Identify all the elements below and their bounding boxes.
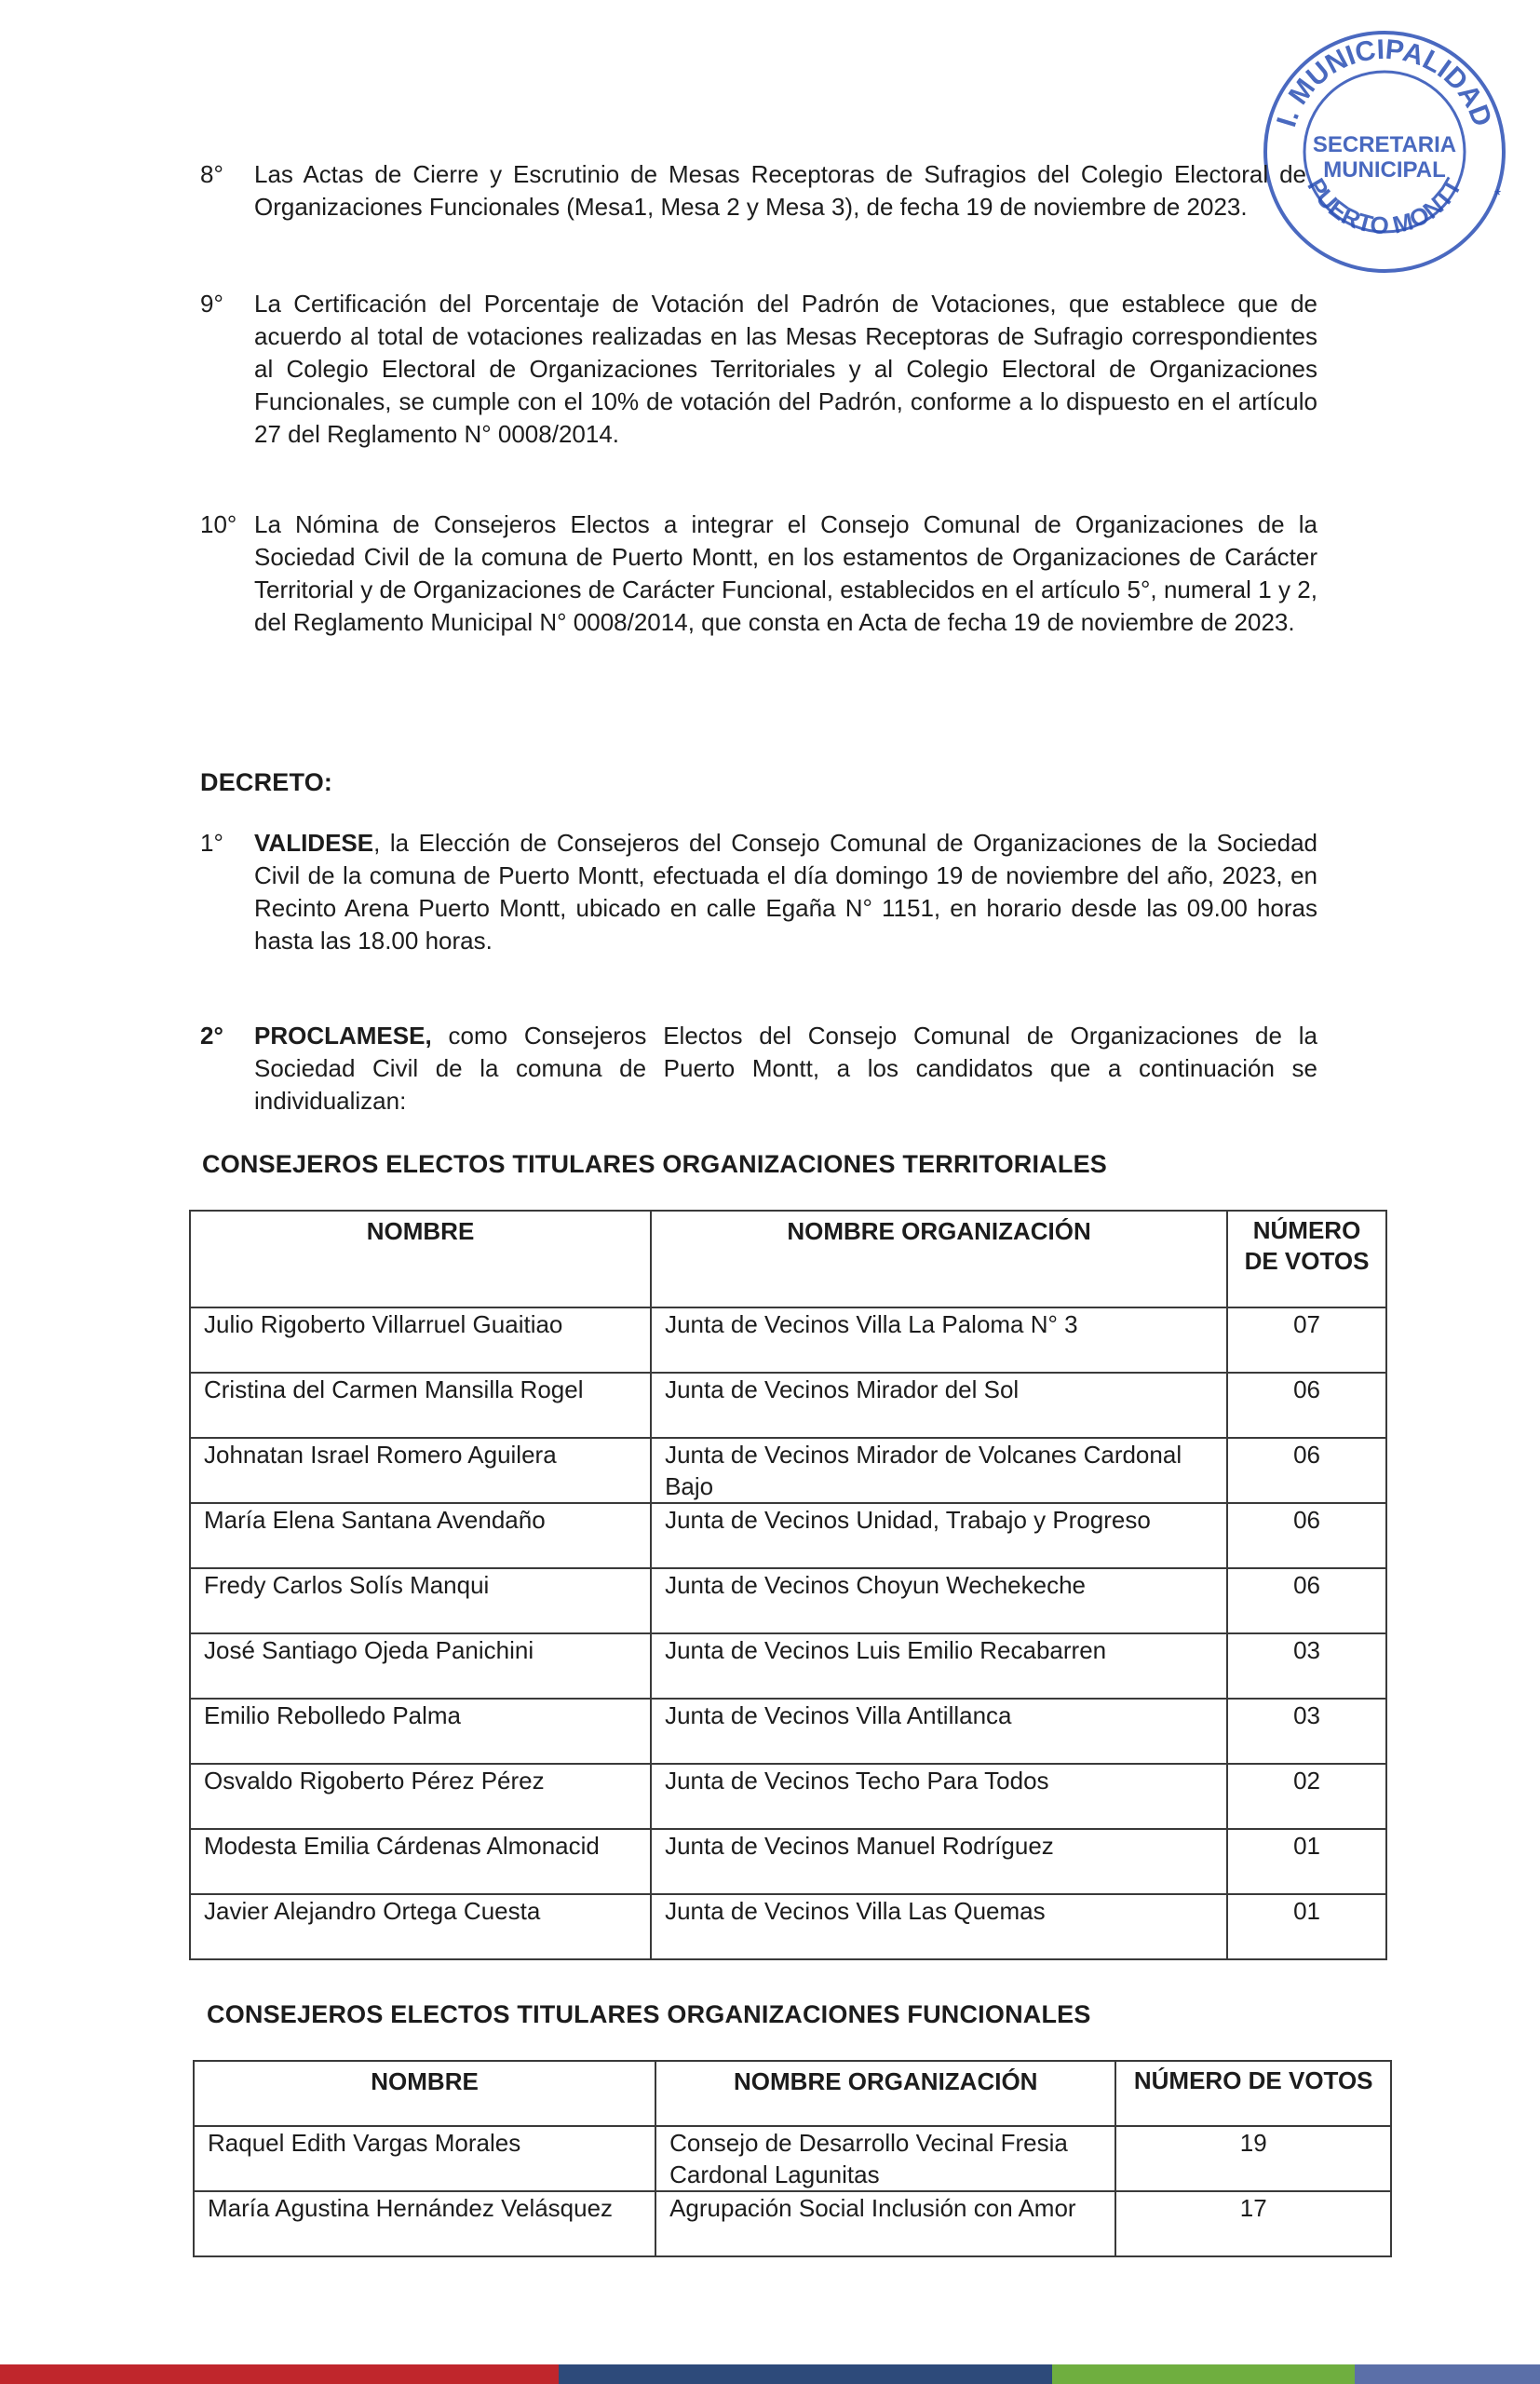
footer-bar-red xyxy=(0,2364,559,2384)
funcionales-heading: CONSEJEROS ELECTOS TITULARES ORGANIZACIONES FUNCIONALES xyxy=(207,2000,1091,2028)
municipal-stamp xyxy=(1259,26,1510,278)
decreto-number-2: 2° xyxy=(200,1022,223,1050)
cell-nombre: Fredy Carlos Solís Manqui xyxy=(190,1568,651,1633)
cell-nombre: Javier Alejandro Ortega Cuesta xyxy=(190,1894,651,1959)
cell-organizacion: Agrupación Social Inclusión con Amor xyxy=(655,2191,1115,2256)
cell-organizacion: Junta de Vecinos Mirador del Sol xyxy=(651,1373,1227,1438)
decreto-number-1: 1° xyxy=(200,829,223,857)
decreto-paragraph-1 xyxy=(254,827,1317,957)
table-row xyxy=(190,1829,1386,1894)
footer-bar-blue xyxy=(559,2364,1052,2384)
cell-nombre: Julio Rigoberto Villarruel Guaitiao xyxy=(190,1307,651,1373)
svg-text:I. MUNICIPALIDAD xyxy=(1271,34,1497,130)
cell-organizacion: Junta de Vecinos Unidad, Trabajo y Progreso xyxy=(651,1503,1227,1568)
paragraph-8: Las Actas de Cierre y Escrutinio de Mesas Receptoras de Sufragios del Colegio Electoral de Organizaciones Funcionales (Mesa1, Mesa 2 y Mesa 3), de fecha 19 de noviembre de 2023. xyxy=(254,160,1306,221)
cell-nombre: Modesta Emilia Cárdenas Almonacid xyxy=(190,1829,651,1894)
stamp-top-text: I. MUNICIPALIDAD xyxy=(1271,34,1498,131)
cell-organizacion: Junta de Vecinos Villa La Paloma N° 3 xyxy=(651,1307,1227,1373)
col-header-votos: NÚMERO DE VOTOS xyxy=(1115,2061,1391,2126)
territoriales-heading: CONSEJEROS ELECTOS TITULARES ORGANIZACIONES TERRITORIALES xyxy=(202,1150,1107,1178)
cell-votos: 17 xyxy=(1115,2191,1391,2256)
item-number-8: 8° xyxy=(200,160,223,188)
decreto-paragraph-2 xyxy=(254,1020,1317,1118)
footer-bar-slate xyxy=(1355,2364,1540,2384)
footer-bar-green xyxy=(1052,2364,1355,2384)
decreto-heading: DECRETO: xyxy=(200,768,333,796)
cell-votos: 06 xyxy=(1227,1568,1386,1633)
decreto-1-verb: VALIDESE xyxy=(254,829,374,857)
table-row xyxy=(190,1438,1386,1503)
table-row xyxy=(190,1307,1386,1373)
cell-organizacion: Junta de Vecinos Manuel Rodríguez xyxy=(651,1829,1227,1894)
decreto-1-text: , la Elección de Consejeros del Consejo Comunal de Organizaciones de la Sociedad Civil de la comuna de Puerto Montt, efectuada el día domingo 19 de noviembre del año, 2023, en Recinto Arena Puerto Montt, ubicado en calle Egaña N° 1151, en horario desde las 09.00 horas hasta las 18.00 horas. xyxy=(254,829,1317,955)
cell-organizacion: Junta de Vecinos Choyun Wechekeche xyxy=(651,1568,1227,1633)
col-header-organizacion: NOMBRE ORGANIZACIÓN xyxy=(651,1211,1227,1307)
item-number-10: 10° xyxy=(200,510,237,538)
cell-organizacion: Consejo de Desarrollo Vecinal Fresia Cardonal Lagunitas xyxy=(655,2126,1115,2191)
table-row xyxy=(194,2126,1391,2191)
paragraph-10: La Nómina de Consejeros Electos a integrar el Consejo Comunal de Organizaciones de la Sociedad Civil de la comuna de Puerto Montt, en los estamentos de Organizaciones de Carácter Territorial y de Organizaciones de Carácter Funcional, establecidos en el artículo 5°, numeral 1 y 2, del Reglamento Municipal N° 0008/2014, que consta en Acta de fecha 19 de noviembre de 2023. xyxy=(254,510,1317,636)
table-row xyxy=(190,1373,1386,1438)
cell-votos: 02 xyxy=(1227,1764,1386,1829)
cell-votos: 06 xyxy=(1227,1373,1386,1438)
cell-nombre: Cristina del Carmen Mansilla Rogel xyxy=(190,1373,651,1438)
table-row xyxy=(190,1764,1386,1829)
decreto-2-text: como Consejeros Electos del Consejo Comunal de Organizaciones de la Sociedad Civil de la comuna de Puerto Montt, a los candidatos que a continuación se individualizan: xyxy=(254,1022,1317,1115)
table-row xyxy=(190,1633,1386,1699)
col-header-votos: NÚMERO DE VOTOS xyxy=(1227,1211,1386,1307)
cell-nombre: María Elena Santana Avendaño xyxy=(190,1503,651,1568)
table-row xyxy=(194,2191,1391,2256)
funcionales-table xyxy=(193,2060,1392,2257)
cell-nombre: Raquel Edith Vargas Morales xyxy=(194,2126,655,2191)
cell-votos: 19 xyxy=(1115,2126,1391,2191)
cell-organizacion: Junta de Vecinos Mirador de Volcanes Cardonal Bajo xyxy=(651,1438,1227,1503)
cell-votos: 01 xyxy=(1227,1894,1386,1959)
cell-votos: 06 xyxy=(1227,1503,1386,1568)
cell-organizacion: Junta de Vecinos Luis Emilio Recabarren xyxy=(651,1633,1227,1699)
table-header-row xyxy=(190,1211,1386,1307)
col-header-nombre: NOMBRE xyxy=(194,2061,655,2126)
stamp-line1: SECRETARIA xyxy=(1312,132,1457,157)
cell-organizacion: Junta de Vecinos Villa Las Quemas xyxy=(651,1894,1227,1959)
stamp-star-icon: * xyxy=(1494,186,1502,205)
col-header-nombre: NOMBRE xyxy=(190,1211,651,1307)
paragraph-9: La Certificación del Porcentaje de Votación del Padrón de Votaciones, que establece que de acuerdo al total de votaciones realizadas en las Mesas Receptoras de Sufragio correspondientes al Colegio Electoral de Organizaciones Territoriales y al Colegio Electoral de Organizaciones Funcionales, se cumple con el 10% de votación del Padrón, conforme a lo dispuesto en el artículo 27 del Reglamento N° 0008/2014. xyxy=(254,290,1317,448)
svg-text:PUERTO MONTT xyxy=(1302,173,1466,239)
cell-nombre: Emilio Rebolledo Palma xyxy=(190,1699,651,1764)
cell-organizacion: Junta de Vecinos Villa Antillanca xyxy=(651,1699,1227,1764)
table-row xyxy=(190,1894,1386,1959)
item-number-9: 9° xyxy=(200,290,223,318)
table-row xyxy=(190,1568,1386,1633)
decreto-2-verb: PROCLAMESE, xyxy=(254,1022,432,1050)
cell-votos: 01 xyxy=(1227,1829,1386,1894)
table-header-row xyxy=(194,2061,1391,2126)
col-header-organizacion: NOMBRE ORGANIZACIÓN xyxy=(655,2061,1115,2126)
table-row xyxy=(190,1503,1386,1568)
cell-nombre: José Santiago Ojeda Panichini xyxy=(190,1633,651,1699)
cell-nombre: Osvaldo Rigoberto Pérez Pérez xyxy=(190,1764,651,1829)
table-row xyxy=(190,1699,1386,1764)
cell-votos: 07 xyxy=(1227,1307,1386,1373)
territoriales-table xyxy=(189,1210,1387,1960)
stamp-line2: MUNICIPAL xyxy=(1323,157,1446,183)
cell-votos: 03 xyxy=(1227,1633,1386,1699)
stamp-bottom-text: PUERTO MONTT xyxy=(1302,173,1467,240)
cell-votos: 06 xyxy=(1227,1438,1386,1503)
cell-nombre: María Agustina Hernández Velásquez xyxy=(194,2191,655,2256)
cell-organizacion: Junta de Vecinos Techo Para Todos xyxy=(651,1764,1227,1829)
cell-nombre: Johnatan Israel Romero Aguilera xyxy=(190,1438,651,1503)
cell-votos: 03 xyxy=(1227,1699,1386,1764)
